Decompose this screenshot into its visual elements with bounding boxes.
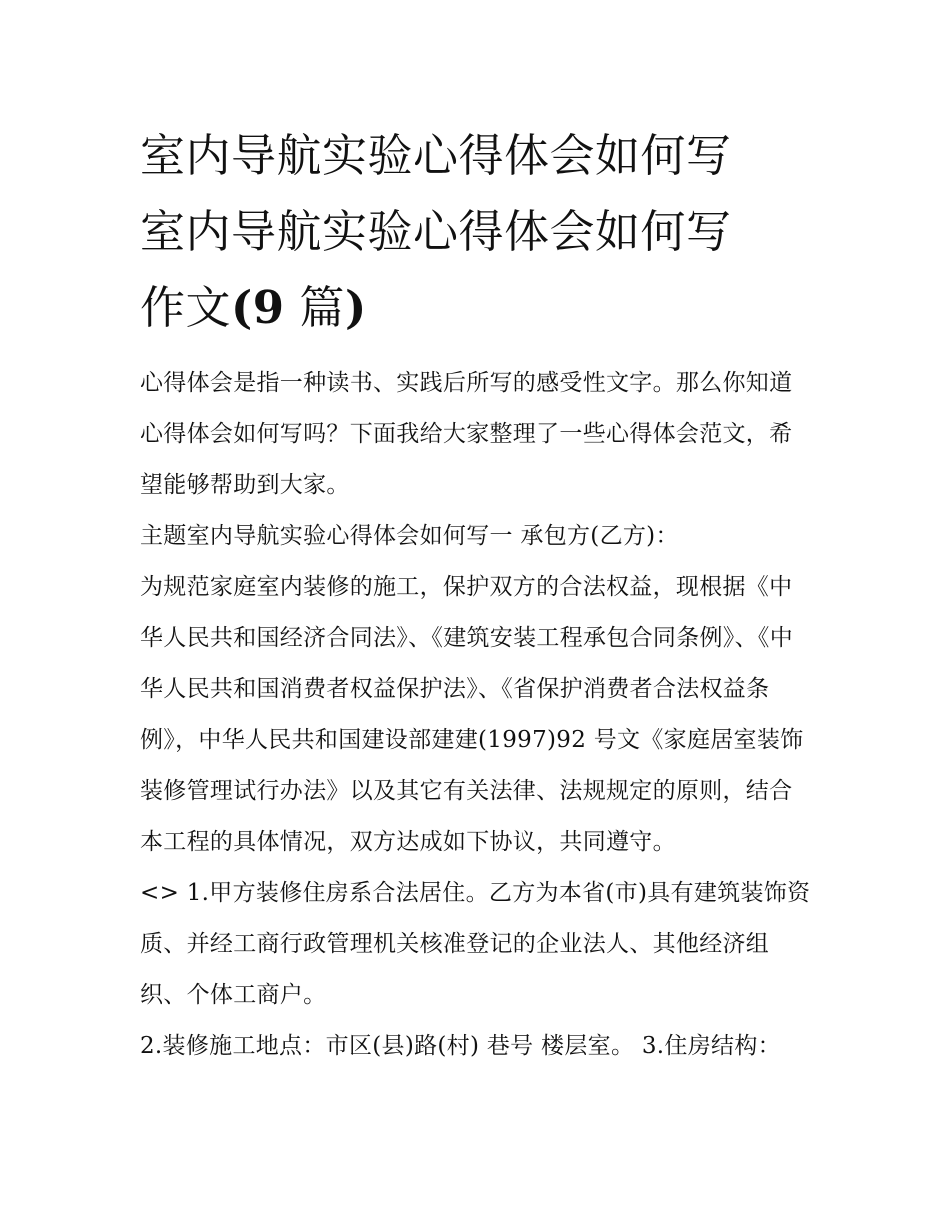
document-title: [140, 118, 812, 346]
theme-paragraph: 主题室内导航实验心得体会如何写一 承包方(乙方)：: [140, 523, 679, 549]
title-line-3-measure: 篇: [284, 281, 345, 334]
title-line-3-number: (9: [231, 281, 285, 334]
body-paragraph: 为规范家庭室内装修的施工，保护双方的合法权益，现根据《中华人民共和国经济合同法》、《建筑安装工程承包合同条例》、《中华人民共和国消费者权益保护法》、《省保护消费者合法权益条例》，中华人民共和国建设部建建(1997)92 号文《家庭居室装饰装修管理试行办法》以及其它有关法律、法规规定的原则，结合本工程的具体情况，双方达成如下协议，共同遵守。: [140, 574, 804, 855]
title-line-3-close: ): [344, 281, 367, 334]
title-line-1: 室内导航实验心得体会如何写: [140, 129, 732, 182]
title-line-3-prefix: 作文: [140, 281, 232, 334]
clause-2-paragraph: 2.装修施工地点：市区(县)路(村) 巷号 楼层室。 3.住房结构：: [140, 1033, 781, 1059]
title-line-2: 室内导航实验心得体会如何写: [140, 205, 732, 258]
intro-paragraph: 心得体会是指一种读书、实践后所写的感受性文字。那么你知道心得体会如何写吗？下面我给大家整理了一些心得体会范文，希望能够帮助到大家。: [140, 370, 793, 498]
clause-1-paragraph: <> 1.甲方装修住房系合法居住。乙方为本省(市)具有建筑装饰资质、并经工商行政管理机关核准登记的企业法人、其他经济组织、个体工商户。: [140, 880, 811, 1008]
document-page: [140, 118, 812, 1072]
